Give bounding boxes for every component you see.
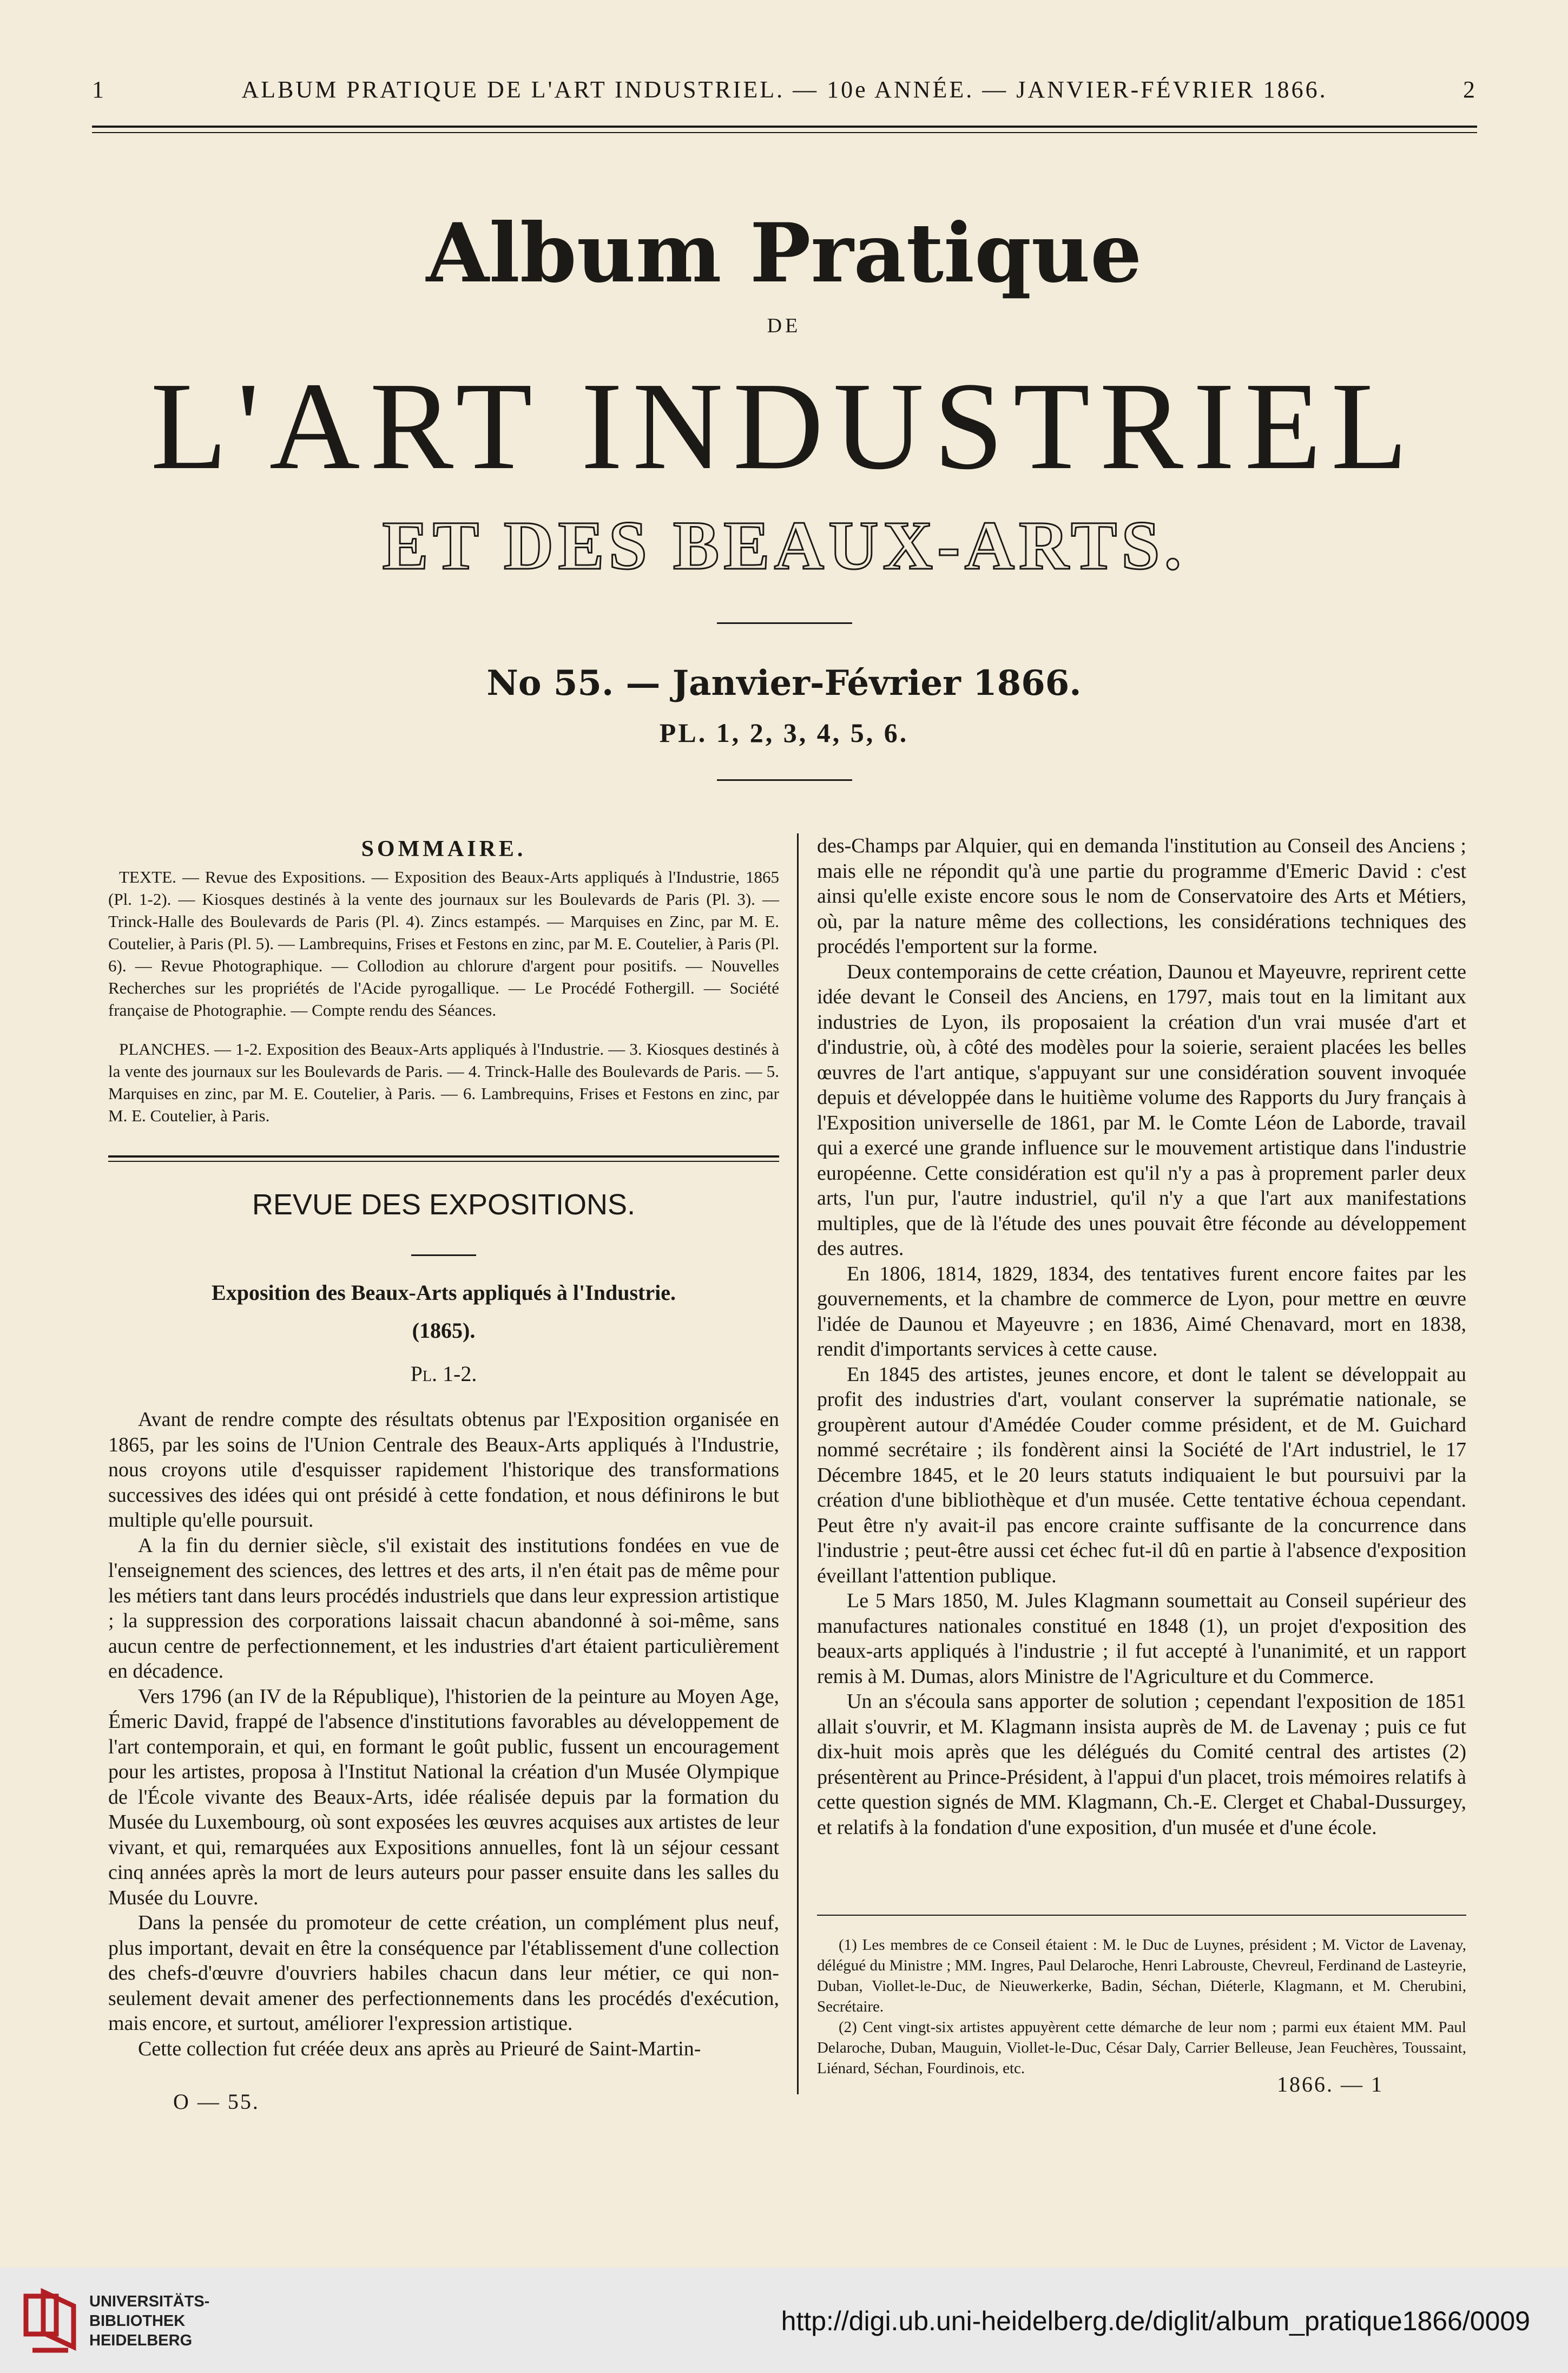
masthead-beaux-arts: ET DES BEAUX-ARTS. — [382, 507, 1186, 584]
article-subtitle: Exposition des Beaux-Arts appliqués à l'Industrie. — [212, 1280, 676, 1305]
library-name-line1: UNIVERSITÄTS- — [89, 2293, 210, 2310]
masthead-de: DE — [767, 314, 801, 337]
footnote-2: (2) Cent vingt-six artistes appuyèrent cette démarche de leur nom ; parmi eux étaient MM. Paul Delaroche, Duban, Mauguin, Viollet-le-Duc, César Daly, Carrier Belleuse, Jean Feuchères, Toussaint, Liénard, Séchan, Fourdinois, etc. — [817, 2019, 1466, 2077]
right-paragraph-continuation: des-Champs par Alquier, qui en demanda l'institution au Conseil des Anciens ; mais elle ne répondit qu'à une partie du programme d'Emeric David : c'est ainsi qu'elle existe encore sous le nom de Conservatoire des Arts et Métiers, où, par la nature même des collections, les considérations techniques des procédés l'emportent sur la forme. — [817, 834, 1466, 958]
header-rule-thin — [92, 132, 1477, 133]
folio-left: O — 55. — [173, 2089, 260, 2114]
folio-right: 1866. — 1 — [1277, 2072, 1383, 2096]
right-paragraph: Un an s'écoula sans apporter de solution ; cependant l'exposition de 1851 allait s'ouvrir, et M. Klagmann insista auprès de M. de Lavenay ; puis ce fut dix-huit mois après que les délégués du Comité central des artistes (2) présentèrent au Prince-Président, à l'appui d'un placet, trois mémoires relatifs à cette question signés de MM. Klagmann, Ch.-E. Clerget et Chabal-Dussurgey, et relatifs à la fondation d'une exposition, d'un musée et d'une école. — [817, 1690, 1466, 1839]
right-paragraph: En 1845 des artistes, jeunes encore, et dont le talent se développait au profit des industries d'art, voulant conserver la suprématie nationale, se groupèrent autour d'Amédée Couder comme président, et de M. Guichard nommé secrétaire ; ils fondèrent ainsi la Société de l'Art industriel, le 17 Décembre 1845, et le 20 leurs statuts indiquaient le but poursuivi par la création d'une bibliothèque et d'un musée. Cette tentative échoua cependant. Peut être n'y avait-il pas encore crainte suffisante de la concurrence dans l'industrie ; peut-être aussi cet échec fut-il dû en partie à l'absence d'exposition éveillant l'attention publique. — [817, 1363, 1466, 1587]
footnotes — [817, 1935, 1466, 2079]
plates-line: PL. 1, 2, 3, 4, 5, 6. — [659, 718, 909, 748]
sommaire-title: SOMMAIRE. — [361, 837, 526, 862]
plates-divider — [717, 779, 852, 781]
left-paragraph: Dans la pensée du promoteur de cette création, un complément plus neuf, plus important, devait en être la conséquence par l'établissement d'une collection des chefs-d'œuvre d'ouvriers habiles chacun dans leur métier, ce qui non-seulement devait amener des perfectionnements dans les procédés d'exécution, mais encore, et surtout, améliorer l'expression artistique. — [108, 1911, 779, 2035]
left-column-body — [108, 1407, 779, 2061]
left-paragraph: Avant de rendre compte des résultats obtenus par l'Exposition organisée en 1865, par les soins de l'Union Centrale des Beaux-Arts appliqués à l'Industrie, nous croyons utile d'esquisser rapidement l'historique des transformations successives des idées qui ont présidé à cette fondation, et nous définirons le but multiple qu'elle poursuit. — [108, 1408, 779, 1531]
left-paragraph: Vers 1796 (an IV de la République), l'historien de la peinture au Moyen Age, Émeric David, frappé de l'absence d'institutions favorables au développement de l'art contemporain, et qui, en formant le goût public, fussent un encouragement pour les artistes, proposa à l'Institut National la création d'un Musée Olympique de l'École vivante des Beaux-Arts, idée réalisée depuis par la formation du Musée du Luxembourg, où sont exposées les œuvres acquises aux artistes de leur vivant, et qui, remarquées aux Expositions annuelles, font là un séjour cessant cinq années après la mort de leurs auteurs pour passer ensuite dans les salles du Musée du Louvre. — [108, 1685, 779, 1909]
column-divider — [797, 833, 799, 2094]
masthead-album-pratique: Album Pratique — [426, 206, 1142, 301]
footnote-rule — [817, 1915, 1466, 1916]
left-paragraph: Cette collection fut créée deux ans après au Prieuré de Saint-Martin- — [138, 2037, 701, 2060]
page-number-right: 2 — [1463, 76, 1477, 103]
sommaire-planches-body: PLANCHES. — 1-2. Exposition des Beaux-Arts appliqués à l'Industrie. — 3. Kiosques destinés à la vente des journaux sur les Boulevards de Paris. — 4. Trinck-Halle des Boulevards de Paris. — 5. Marquises en zinc, par M. E. Coutelier, à Paris. — 6. Lambrequins, Frises et Festons en zinc, par M. E. Coutelier, à Paris. — [108, 1040, 779, 1125]
section-title-divider — [411, 1254, 476, 1256]
issue-line: No 55. — Janvier-Février 1866. — [486, 663, 1082, 704]
right-paragraph: Le 5 Mars 1850, M. Jules Klagmann soumettait au Conseil supérieur des manufactures nationales constitué en 1848 (1), un projet d'exposition des beaux-arts appliqués à l'industrie ; il fut accepté à l'unanimité, et un rapport remis à M. Dumas, alors Ministre de l'Agriculture et du Commerce. — [817, 1589, 1466, 1688]
footnote-1: (1) Les membres de ce Conseil étaient : M. le Duc de Luynes, président ; M. Victor de Lavenay, délégué du Ministre ; MM. Ingres, Paul Delaroche, Henri Labrouste, Chevreul, Ferdinand de Lasteyrie, Duban, Viollet-le-Duc, de Nieuwerkerke, Badin, Séchan, Diéterle, Klagmann, et M. Cherubini, Secrétaire. — [817, 1936, 1466, 2015]
right-column-body — [817, 833, 1466, 1840]
library-name-line3: HEIDELBERG — [89, 2332, 193, 2349]
sommaire-texte-body: TEXTE. — Revue des Expositions. — Exposition des Beaux-Arts appliqués à l'Industrie, 1865 (Pl. 1-2). — Kiosques destinés à la vente des journaux sur les Boulevards de Paris (Pl. 3). — Trinck-Halle des Boulevards de Paris (Pl. 4). Zincs estampés. — Marquises en Zinc, par M. E. Coutelier, à Paris (Pl. 5). — Lambrequins, Frises et Festons en zinc, par M. E. Coutelier, à Paris (Pl. 6). — Revue Photographique. — Collodion au chlorure d'argent pour positifs. — Nouvelles Recherches sur les propriétés de l'Acide pyrogallique. — Le Procédé Fothergill. — Société française de Photographie. — Compte rendu des Séances. — [108, 867, 779, 1020]
right-paragraph: Deux contemporains de cette création, Daunou et Mayeuvre, reprirent cette idée devant le Conseil des Anciens, en 1797, mais tout en la limitant aux industries de Lyon, ils proposaient la création d'un vrai musée d'art et d'industrie, où, à côté des modèles pour la soierie, seraient placées les belles œuvres de l'art antique, s'appuyant sur une considération souvent invoquée depuis et développée dans le huitième volume des Rapports du Jury français à l'Exposition universelle de 1861, par M. le Comte Léon de Laborde, travail qui a exercé une grande influence sur le mouvement artistique dans l'industrie européenne. Cette considération est qu'il n'y a pas à proprement parler deux arts, l'un pur, l'autre industriel, qu'il n'y a que l'art aux manifestations multiples, que de là l'étude des unes pouvait être féconde au développement des autres. — [817, 960, 1466, 1260]
article-year: (1865). — [412, 1318, 476, 1343]
running-head — [92, 76, 1477, 108]
university-library-logo-icon — [22, 2286, 81, 2354]
masthead-divider — [717, 622, 852, 624]
running-title: ALBUM PRATIQUE DE L'ART INDUSTRIEL. — 10e ANNÉE. — JANVIER-FÉVRIER 1866. — [241, 76, 1328, 103]
masthead-art-industriel: L'ART INDUSTRIEL — [150, 357, 1418, 496]
section-rule-thick — [108, 1155, 779, 1158]
library-name — [89, 2292, 209, 2350]
library-name-line2: BIBLIOTHEK — [89, 2312, 186, 2330]
section-rule-thin — [108, 1161, 779, 1162]
sommaire-texte — [108, 866, 779, 1021]
header-rule-thick — [92, 126, 1477, 128]
page-number-left: 1 — [92, 76, 106, 103]
left-paragraph: A la fin du dernier siècle, s'il existait des institutions fondées en vue de l'enseignement des sciences, des lettres et des arts, il n'en était pas de même pour les métiers tant dans leurs procédés industriels que dans leur expression artistique ; la suppression des corporations laissait chacun abandonné à soi-même, sans aucun centre de perfectionnement, et les industries d'art étaient particulièrement en décadence. — [108, 1534, 779, 1682]
sommaire-planches — [108, 1038, 779, 1127]
section-title: REVUE DES EXPOSITIONS. — [252, 1188, 636, 1221]
right-paragraph: En 1806, 1814, 1829, 1834, des tentatives furent encore faites par les gouvernements, et la chambre de commerce de Lyon, pour mettre en œuvre l'idée de Daunou et Mayeuvre ; en 1836, Aimé Chenavard, mort en 1838, rendit d'importants services à cette cause. — [817, 1262, 1466, 1360]
library-footer — [0, 2267, 1568, 2373]
article-plate-ref: Pl. 1-2. — [410, 1362, 477, 1386]
source-url-link[interactable]: http://digi.ub.uni-heidelberg.de/diglit/album_pratique1866/0009 — [781, 2306, 1530, 2336]
